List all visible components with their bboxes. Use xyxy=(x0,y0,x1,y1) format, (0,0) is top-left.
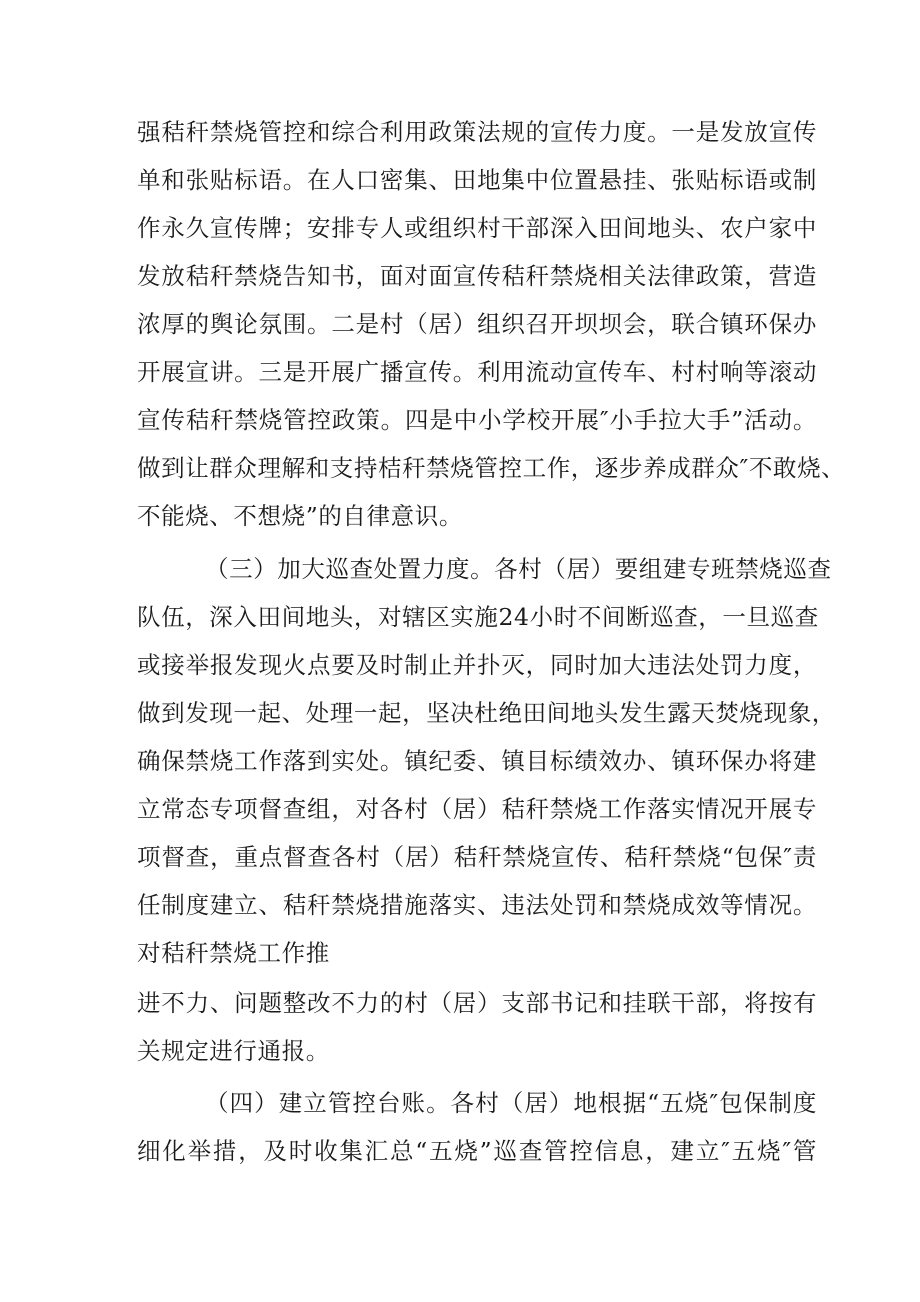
paragraph-line: 做到发现一起、处理一起，坚决杜绝田间地头发生露天焚烧现象， xyxy=(137,699,836,727)
paragraph-line: 强秸秆禁烧管控和综合利用政策法规的宣传力度。一是发放宣传 xyxy=(137,118,817,146)
paragraph-line: 发放秸秆禁烧告知书，面对面宣传秸秆禁烧相关法律政策，营造 xyxy=(137,262,817,290)
paragraph-line: 作永久宣传牌；安排专人或组织村干部深入田间地头、农户家中 xyxy=(137,214,817,242)
paragraph-line: 任制度建立、秸秆禁烧措施落实、违法处罚和禁烧成效等情况。 xyxy=(137,891,817,919)
paragraph-line: 进不力、问题整改不力的村（居）支部书记和挂联干部，将按有 xyxy=(137,989,817,1017)
section-heading-line: （三）加大巡查处置力度。各村（居）要组建专班禁烧巡查 xyxy=(205,555,832,583)
paragraph-line: 队伍，深入田间地头，对辖区实施24小时不间断巡查，一旦巡查 xyxy=(137,603,819,631)
paragraph-line: 确保禁烧工作落到实处。镇纪委、镇目标绩效办、镇环保办将建 xyxy=(137,747,817,775)
paragraph-line: 项督查，重点督查各村（居）秸秆禁烧宣传、秸秆禁烧“包保″责 xyxy=(137,843,817,871)
paragraph-line: 浓厚的舆论氛围。二是村（居）组织召开坝坝会，联合镇环保办 xyxy=(137,310,817,338)
paragraph-line: 或接举报发现火点要及时制止并扑灭，同时加大违法处罚力度， xyxy=(137,651,817,679)
paragraph-line: 宣传秸秆禁烧管控政策。四是中小学校开展″小手拉大手”活动。 xyxy=(137,406,817,434)
paragraph-line: 细化举措，及时收集汇总“五烧”巡查管控信息，建立″五烧″管 xyxy=(137,1137,817,1165)
paragraph-line: 不能烧、不想烧”的自律意识。 xyxy=(137,502,463,530)
paragraph-line: 开展宣讲。三是开展广播宣传。利用流动宣传车、村村响等滚动 xyxy=(137,358,817,386)
paragraph-line: 对秸秆禁烧工作推 xyxy=(137,939,330,967)
paragraph-line: 做到让群众理解和支持桔秆禁烧管控工作，逐步养成群众″不敢烧、 xyxy=(137,454,846,482)
paragraph-line: 立常态专项督查组，对各村（居）秸秆禁烧工作落实情况开展专 xyxy=(137,795,817,823)
paragraph-line: 单和张贴标语。在人口密集、田地集中位置悬挂、张贴标语或制 xyxy=(137,166,817,194)
paragraph-line: 关规定进行通报。 xyxy=(137,1037,330,1065)
section-heading-line: （四）建立管控台账。各村（居）地根据“五烧″包保制度 xyxy=(205,1089,817,1117)
